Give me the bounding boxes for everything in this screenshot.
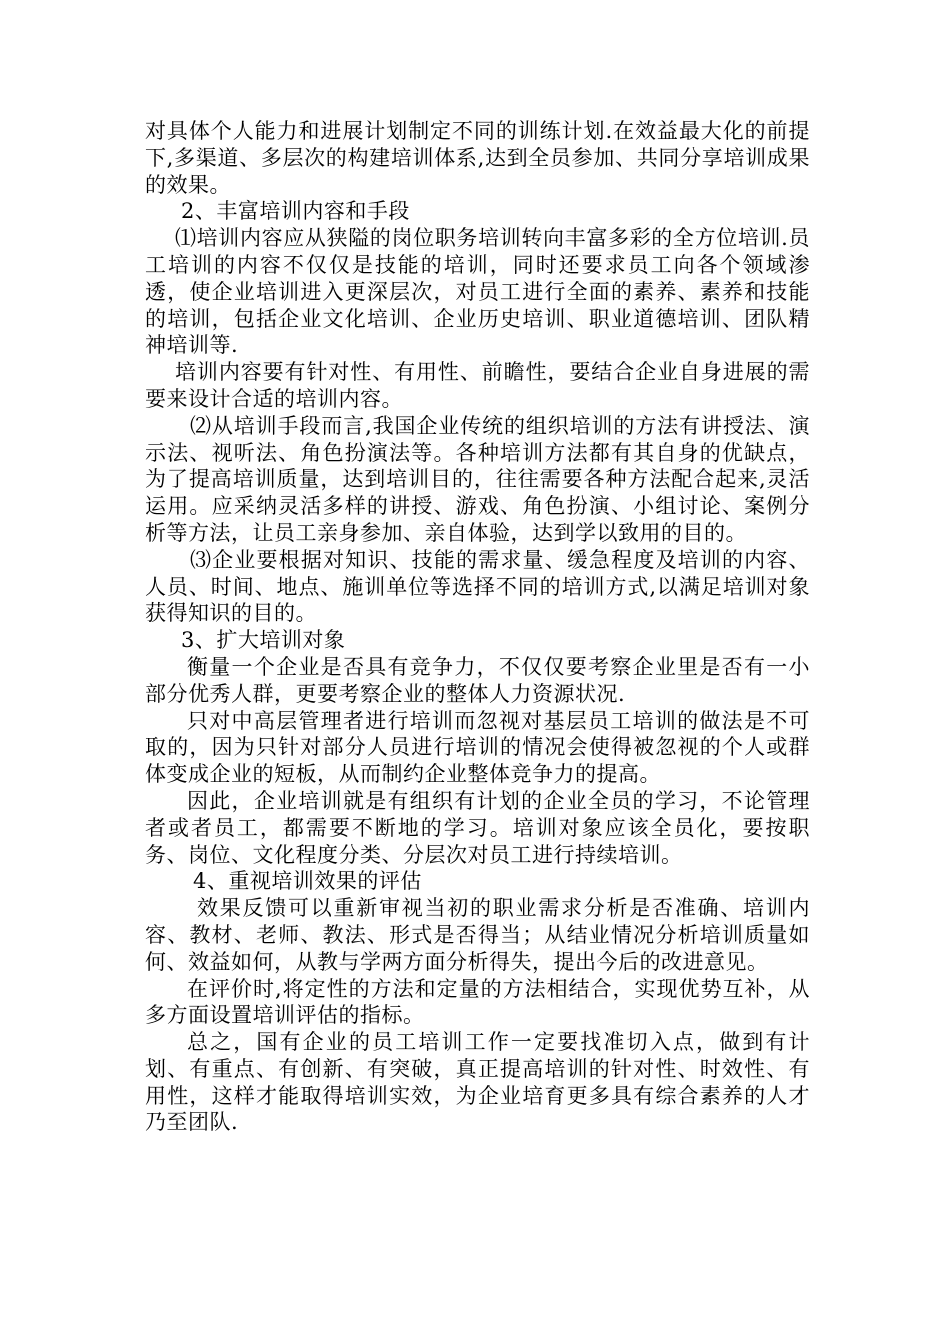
paragraph-continuation: 对具体个人能力和进展计划制定不同的训练计划.在效益最大化的前提下,多渠道、多层次的构建培训体系,达到全员参加、共同分享培训成果的效果。 <box>145 119 810 197</box>
paragraph-content-relevance: 培训内容要有针对性、有用性、前瞻性，要结合企业自身进展的需要来设计合适的培训内容。 <box>145 360 810 411</box>
paragraph-evaluation: 在评价时,将定性的方法和定量的方法相结合，实现优势互补，从多方面设置培训评估的指标。 <box>145 976 810 1028</box>
paragraph-management-training: 只对中高层管理者进行培训而忽视对基层员工培训的做法是不可取的，因为只针对部分人员进行培训的情况会使得被忽视的个人或群体变成企业的短板，从而制约企业整体竞争力的提高。 <box>145 708 810 787</box>
paragraph-feedback: 效果反馈可以重新审视当初的职业需求分析是否准确、培训内容、教材、老师、教法、形式是否得当；从结业情况分析培训质量如何、效益如何，从教与学两方面分析得失，提出今后的改进意见。 <box>145 896 810 974</box>
section-heading-3: 3、扩大培训对象 <box>181 628 346 653</box>
paragraph-item-3: ⑶企业要根据对知识、技能的需求量、缓急程度及培训的内容、人员、时间、地点、施训单位等选择不同的培训方式,以满足培训对象获得知识的目的。 <box>145 547 810 626</box>
paragraph-item-2: ⑵从培训手段而言,我国企业传统的组织培训的方法有讲授法、演示法、视听法、角色扮演法等。各种培训方法都有其自身的优缺点，为了提高培训质量，达到培训目的，往往需要各种方法配合起来,灵活运用。应采纳灵活多样的讲授、游戏、角色扮演、小组讨论、案例分析等方法，让员工亲身参加、亲自体验，达到学以致用的目的。 <box>145 413 810 545</box>
paragraph-competitiveness: 衡量一个企业是否具有竞争力，不仅仅要考察企业里是否有一小部分优秀人群，更要考察企业的整体人力资源状况. <box>145 654 810 706</box>
section-heading-4: 4、重视培训效果的评估 <box>193 869 422 894</box>
paragraph-item-1: ⑴培训内容应从狭隘的岗位职务培训转向丰富多彩的全方位培训.员工培训的内容不仅仅是技能的培训，同时还要求员工向各个领域渗透，使企业培训进入更深层次，对员工进行全面的素养、素养和技能的培训，包括企业文化培训、企业历史培训、职业道德培训、团队精神培训等. <box>145 226 810 358</box>
document-body <box>145 118 810 1136</box>
paragraph-conclusion: 总之，国有企业的员工培训工作一定要找准切入点，做到有计划、有重点、有创新、有突破，真正提高培训的针对性、时效性、有用性，这样才能取得培训实效，为企业培育更多具有综合素养的人才乃至团队. <box>145 1030 810 1135</box>
paragraph-all-staff: 因此，企业培训就是有组织有计划的企业全员的学习，不论管理者或者员工，都需要不断地的学习。培训对象应该全员化，要按职务、岗位、文化程度分类、分层次对员工进行持续培训。 <box>145 788 810 867</box>
section-heading-2: 2、丰富培训内容和手段 <box>181 199 410 224</box>
